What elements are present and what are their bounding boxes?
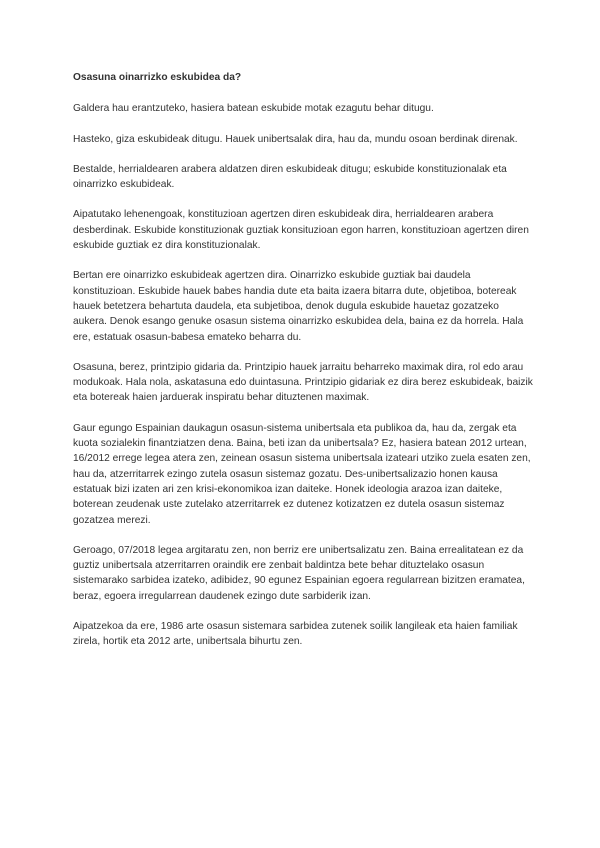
paragraph-7: Gaur egungo Espainian daukagun osasun-sistema unibertsala eta publikoa da, hau da, zergak eta kuota sozialekin finantziatzen dena. Baina, beti izan da unibertsala? Ez, hasiera batean 2012 urtean, 16/2012 errege legea atera zen, zeinean osasun sistema unibertsala izateari utziko zuela esaten zen, hau da, atzerritarrek ezingo zutela osasun sistemaz gozatu. Des-unibertsalizazio honen kausa estatuak bizi izaten ari zen krisi-ekonomikoa izan daiteke. Honek ideologia arazoa izan daiteke, boterean zeudenak uste zutelako atzerritarrek ez dutenez kotizatzen ez dutela osasun sistemaz gozatzea merezi. — [73, 422, 531, 526]
document-body — [73, 70, 533, 665]
paragraph-1: Galdera hau erantzuteko, hasiera batean eskubide motak ezagutu behar ditugu. — [73, 103, 434, 115]
paragraph-9: Aipatzekoa da ere, 1986 arte osasun sistemara sarbidea zutenek soilik langileak eta haien familiak zirela, hortik eta 2012 arte, unibertsala bihurtu zen. — [73, 621, 518, 648]
paragraph-8: Geroago, 07/2018 legea argitaratu zen, non berriz ere unibertsalizatu zen. Baina errealitatean ez da guztiz unibertsala atzerritarren oraindik ere zenbait baldintza bete behar dituztelako osasun sistemarako sarbidea izateko, adibidez, 90 egunez Espainian egoera regularrean bizitzen eramatea, beraz, egoera irregularrean daudenek ezingo dute sarbiderik izan. — [73, 544, 525, 602]
paragraph-3: Bestalde, herrialdearen arabera aldatzen diren eskubideak ditugu; eskubide konstituzionalak eta oinarrizko eskubideak. — [73, 163, 507, 191]
paragraph-2: Hasteko, giza eskubideak ditugu. Hauek unibertsalak dira, hau da, mundu osoan berdinak direnak. — [73, 133, 518, 145]
paragraph-4: Aipatutako lehenengoak, konstituzioan agertzen diren eskubideak dira, herrialdearen arabera desberdinak. Eskubide konstituzionak guztiak konsituzioan egon harren, konstituzioan agertzen diren eskubide guztiak ez dira konstituzionalak. — [73, 209, 529, 252]
document-title: Osasuna oinarrizko eskubidea da? — [73, 72, 242, 83]
paragraph-6: Osasuna, berez, printzipio gidaria da. Printzipio hauek jarraitu beharreko maximak dira, rol edo arau modukoak. Hala nola, askatasuna edo duintasuna. Printzipio gidariak ez dira berez eskubideak, baizik eta botereak haien jarduerak inspiratu behar dituztenen maximak. — [73, 361, 533, 404]
paragraph-5: Bertan ere oinarrizko eskubideak agertzen dira. Oinarrizko eskubide guztiak bai daudela konstituzioan. Eskubide hauek babes handia dute eta baita izaera bitarra dute, objetiboa, botereak hauek betetzera behartuta daudela, eta subjetiboa, denok dugula eskubide hauetaz gozatzeko aukera. Denok esango genuke osasun sistema oinarrizko eskubidea dela, baina ez da horrela. Hala ere, estatuak osasun-babesa emateko beharra du. — [73, 270, 524, 343]
